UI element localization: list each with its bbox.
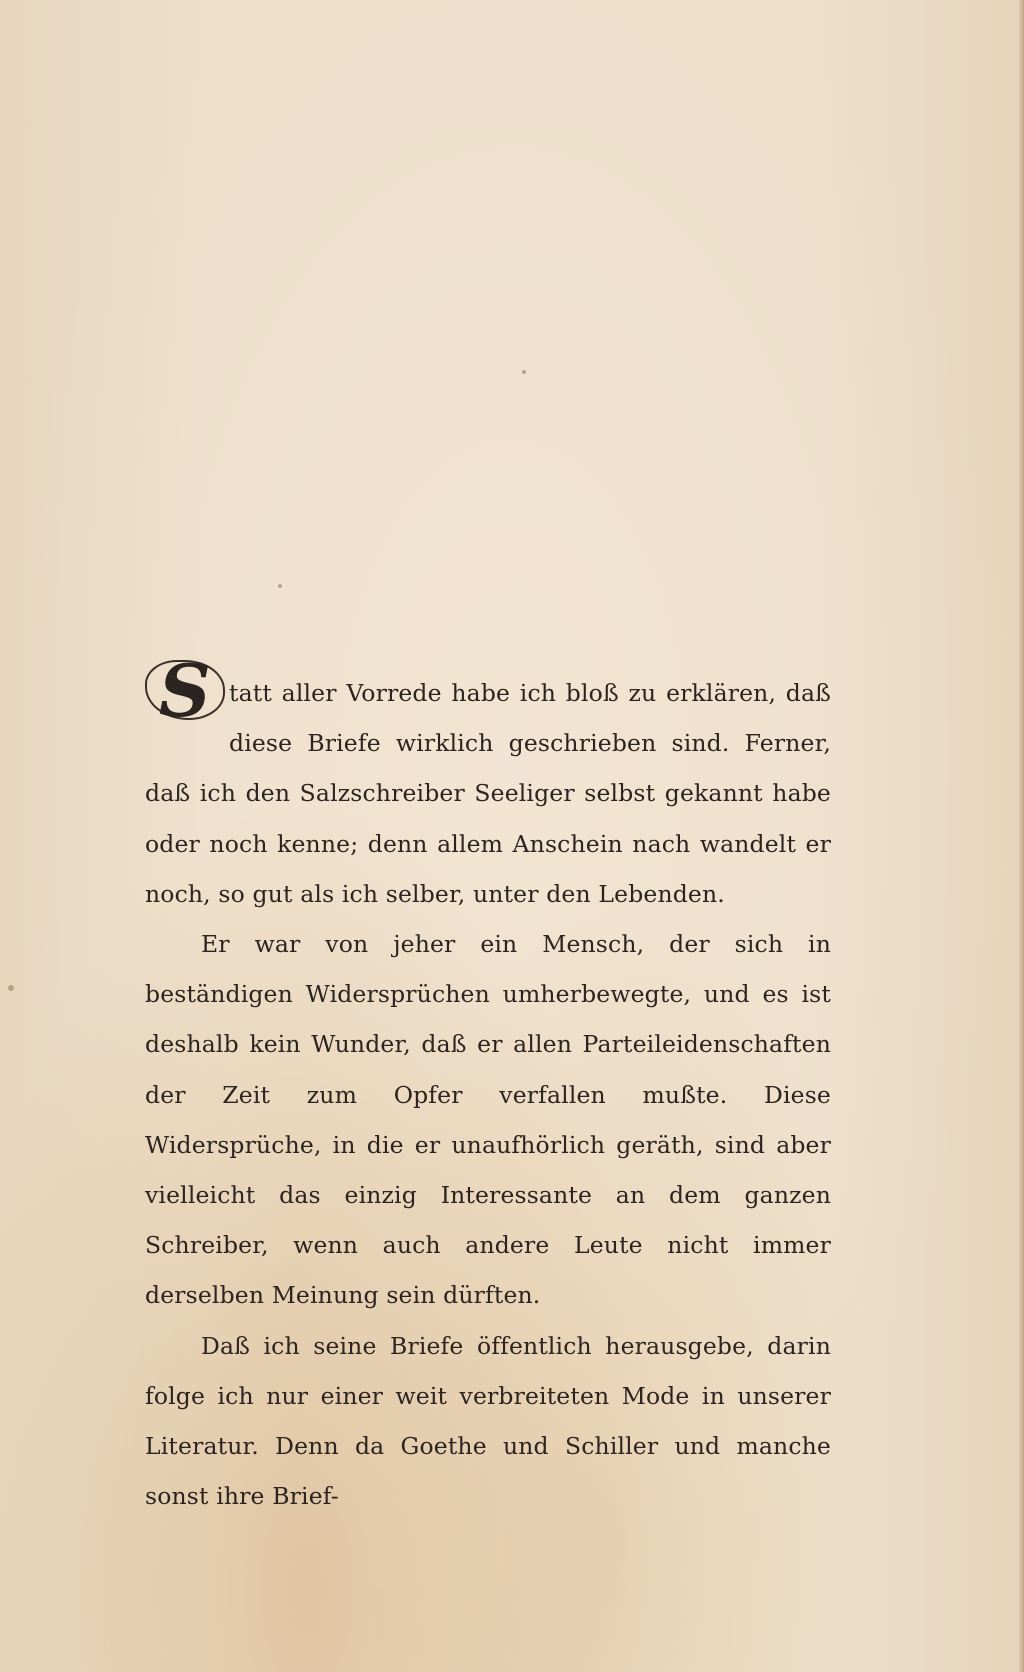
paragraph-3: Daß ich seine Briefe öffentlich herausgebe, darin folge ich nur einer weit verbreiteten Mode in unserer Literatur. Denn da Goethe und Schiller und manche sonst ihre Brief-	[145, 1331, 831, 1511]
paragraph-1-text: tatt aller Vorrede habe ich bloß zu erklären, daß diese Briefe wirklich geschrieben sind. Ferner, daß ich den Salzschreiber Seeliger selbst gekannt habe oder noch kenne; denn allem Anschein nach wandelt er noch, so gut als ich selber, unter den Lebenden.	[145, 679, 831, 908]
page-body	[145, 648, 831, 1521]
paper-speck	[522, 370, 526, 374]
page-edge-shadow	[1018, 0, 1024, 1672]
paragraph-2: Er war von jeher ein Mensch, der sich in beständigen Widersprüchen umherbewegte, und es ist deshalb kein Wunder, daß er allen Parteileidenschaften der Zeit zum Opfer verfallen mußte. Diese Widersprüche, in die er unaufhörlich geräth, sind aber vielleicht das einzig Interessante an dem ganzen Schreiber, wenn auch andere Leute nicht immer derselben Meinung sein dürften.	[145, 930, 831, 1310]
drop-cap: S	[145, 660, 225, 720]
paper-speck	[278, 584, 282, 588]
paragraph-1	[145, 648, 831, 919]
paper-speck	[8, 985, 14, 991]
